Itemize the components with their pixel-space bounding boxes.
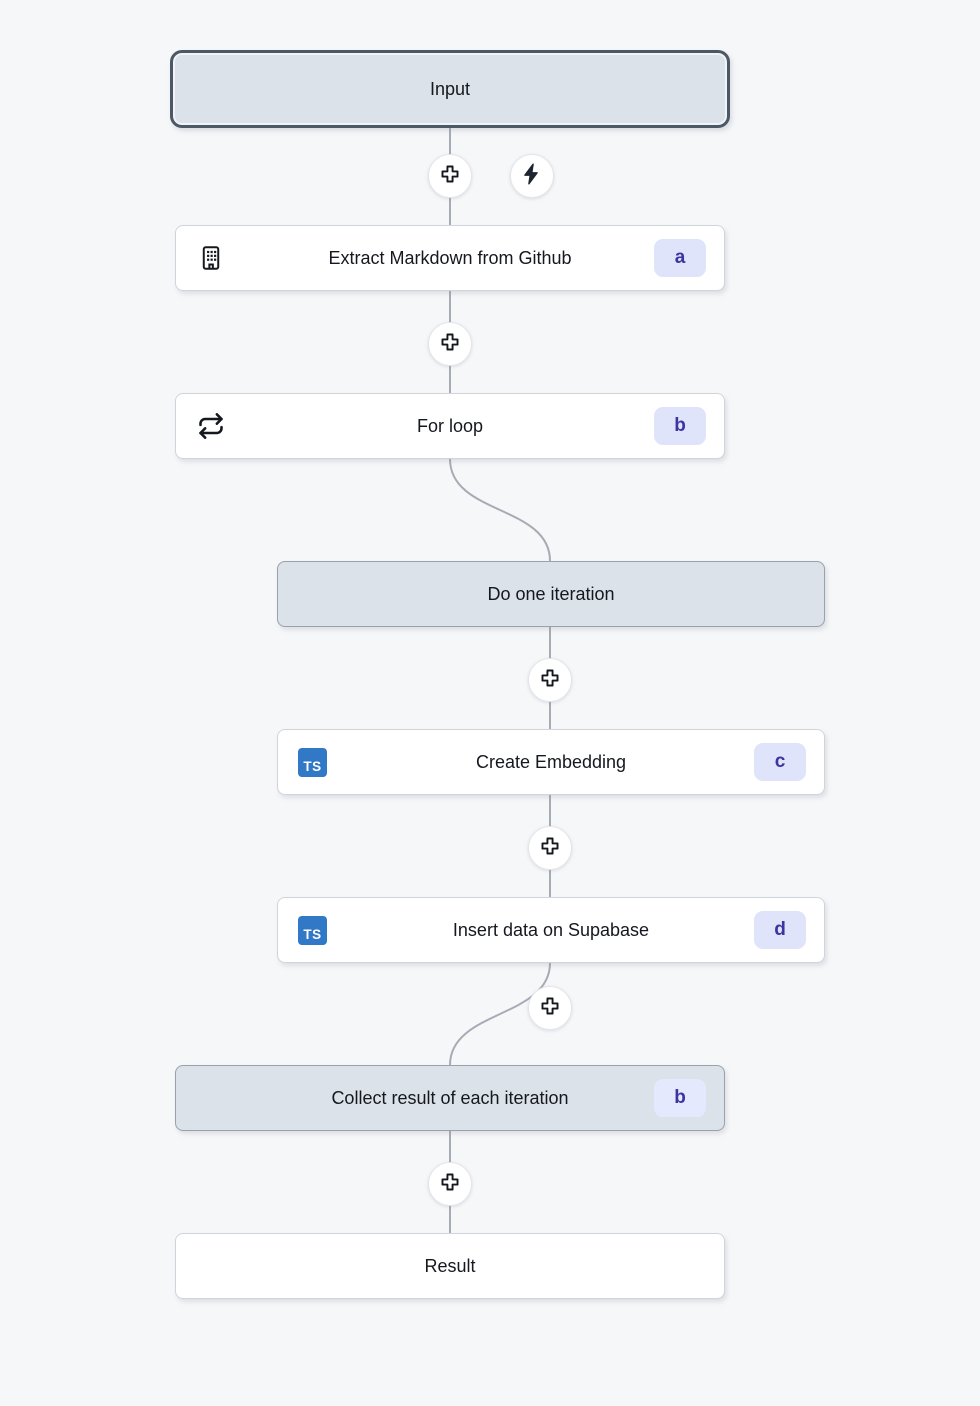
node-input[interactable] bbox=[170, 50, 730, 128]
plus-icon bbox=[539, 835, 561, 862]
node-result[interactable] bbox=[175, 1233, 725, 1299]
node-extract-markdown[interactable] bbox=[175, 225, 725, 291]
shortcut-badge: d bbox=[754, 911, 806, 949]
building-icon bbox=[196, 243, 226, 273]
add-step-button[interactable] bbox=[428, 322, 472, 366]
lightning-bolt-icon bbox=[520, 162, 544, 191]
plus-icon bbox=[439, 163, 461, 190]
add-step-button[interactable] bbox=[428, 154, 472, 198]
node-label: Extract Markdown from Github bbox=[328, 247, 572, 268]
edge-forloop-iteration bbox=[450, 459, 550, 561]
node-insert-supabase[interactable] bbox=[277, 897, 825, 963]
node-label: Insert data on Supabase bbox=[452, 919, 650, 940]
node-label: Collect result of each iteration bbox=[331, 1087, 569, 1108]
shortcut-badge: a bbox=[654, 239, 706, 277]
node-collect-result[interactable] bbox=[175, 1065, 725, 1131]
node-label: Do one iteration bbox=[487, 583, 615, 604]
shortcut-badge: b bbox=[654, 407, 706, 445]
plus-icon bbox=[539, 667, 561, 694]
shortcut-badge: c bbox=[754, 743, 806, 781]
plus-icon bbox=[539, 995, 561, 1022]
plus-icon bbox=[439, 1171, 461, 1198]
typescript-icon: TS bbox=[298, 916, 327, 945]
typescript-icon: TS bbox=[298, 748, 327, 777]
node-label: Result bbox=[424, 1255, 476, 1276]
node-for-loop[interactable] bbox=[175, 393, 725, 459]
node-label: For loop bbox=[416, 415, 484, 436]
node-do-one-iteration[interactable] bbox=[277, 561, 825, 627]
repeat-icon bbox=[196, 411, 226, 441]
plus-icon bbox=[439, 331, 461, 358]
node-label: Create Embedding bbox=[475, 751, 627, 772]
add-step-button[interactable] bbox=[428, 1162, 472, 1206]
add-step-button[interactable] bbox=[528, 658, 572, 702]
node-label: Input bbox=[429, 78, 471, 99]
trigger-button[interactable] bbox=[510, 154, 554, 198]
node-create-embedding[interactable] bbox=[277, 729, 825, 795]
add-step-button[interactable] bbox=[528, 986, 572, 1030]
add-step-button[interactable] bbox=[528, 826, 572, 870]
shortcut-badge: b bbox=[654, 1079, 706, 1117]
